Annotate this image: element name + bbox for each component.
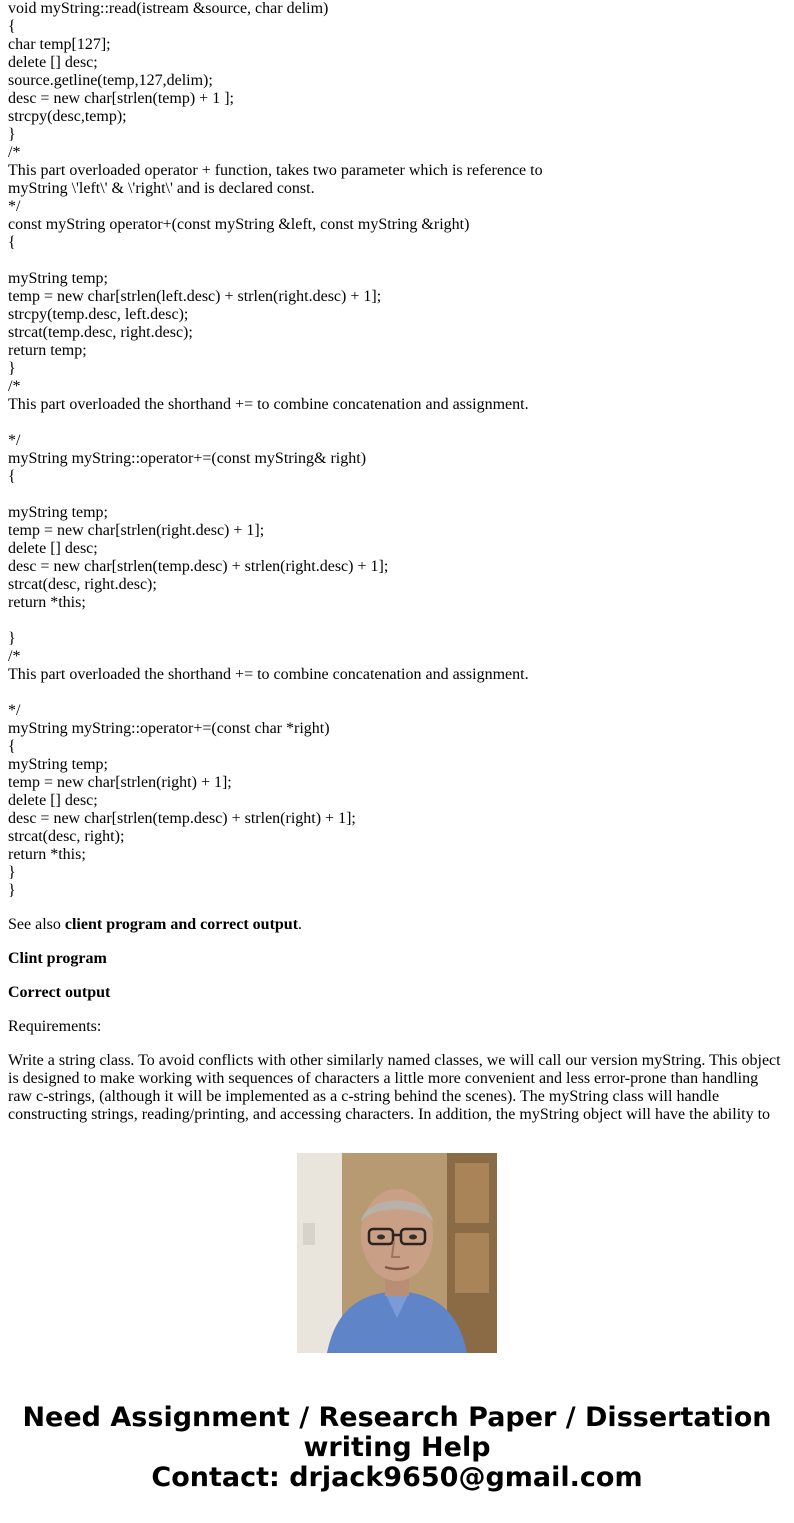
see-also-prefix: See also xyxy=(8,916,65,933)
code-line: { xyxy=(8,738,16,755)
code-line: { xyxy=(8,468,16,485)
code-line: temp = new char[strlen(right) + 1]; xyxy=(8,774,232,791)
code-line: } xyxy=(8,630,16,647)
code-line: /* xyxy=(8,144,21,161)
avatar xyxy=(297,1153,497,1353)
correct-output-heading xyxy=(8,984,784,1002)
code-line: myString temp; xyxy=(8,504,108,521)
code-line: const myString operator+(const myString &left, const myString &right) xyxy=(8,216,470,233)
code-line: delete [] desc; xyxy=(8,540,98,557)
code-line: temp = new char[strlen(right.desc) + 1]; xyxy=(8,522,265,539)
code-line: strcat(desc, right.desc); xyxy=(8,576,157,593)
see-also-link: client program and correct output xyxy=(64,916,299,933)
correct-output-text: Correct output xyxy=(8,984,111,1001)
code-line: myString temp; xyxy=(8,270,108,287)
code-line: delete [] desc; xyxy=(8,54,98,71)
help-message xyxy=(0,1403,794,1493)
code-line: { xyxy=(8,234,16,251)
code-line: desc = new char[strlen(temp.desc) + strlen(right) + 1]; xyxy=(8,810,356,827)
code-line: */ xyxy=(8,702,21,719)
clint-program-heading xyxy=(8,950,784,968)
document-content xyxy=(8,0,784,1123)
code-line xyxy=(8,486,784,504)
code-line: } xyxy=(8,126,16,143)
code-line: strcpy(temp.desc, left.desc); xyxy=(8,306,189,323)
code-line: myString temp; xyxy=(8,756,108,773)
code-line: strcat(temp.desc, right.desc); xyxy=(8,324,193,341)
portrait-image xyxy=(297,1153,497,1353)
code-line: myString \'left\' & \'right\' and is declared const. xyxy=(8,180,315,197)
code-line: */ xyxy=(8,198,21,215)
code-line: void myString::read(istream &source, char delim) xyxy=(8,0,329,17)
help-line-2: writing Help xyxy=(303,1432,491,1463)
code-line: char temp[127]; xyxy=(8,36,111,53)
code-line: myString myString::operator+=(const char *right) xyxy=(8,720,330,737)
see-also-suffix: . xyxy=(298,916,303,933)
code-line: temp = new char[strlen(left.desc) + strlen(right.desc) + 1]; xyxy=(8,288,382,305)
code-line: return temp; xyxy=(8,342,87,359)
requirements-label: Requirements: xyxy=(8,1018,102,1035)
code-line: strcpy(desc,temp); xyxy=(8,108,127,125)
code-line: desc = new char[strlen(temp) + 1 ]; xyxy=(8,90,234,107)
see-also-paragraph xyxy=(8,916,784,934)
code-line: /* xyxy=(8,648,21,665)
code-line: This part overloaded the shorthand += to combine concatenation and assignment. xyxy=(8,666,529,683)
code-line: } xyxy=(8,360,16,377)
code-line: myString myString::operator+=(const myString& right) xyxy=(8,450,367,467)
code-block xyxy=(8,0,784,900)
code-line: return *this; xyxy=(8,846,86,863)
code-line: delete [] desc; xyxy=(8,792,98,809)
code-line: This part overloaded the shorthand += to combine concatenation and assignment. xyxy=(8,396,529,413)
code-line: } xyxy=(8,882,16,899)
code-line xyxy=(8,252,784,270)
code-line xyxy=(8,684,784,702)
code-line: } xyxy=(8,864,16,881)
help-contact-line: Contact: drjack9650@gmail.com xyxy=(151,1462,643,1493)
code-line: { xyxy=(8,18,16,35)
code-line: desc = new char[strlen(temp.desc) + strlen(right.desc) + 1]; xyxy=(8,558,389,575)
clint-program-text: Clint program xyxy=(8,950,107,967)
code-line xyxy=(8,612,784,630)
help-line-1: Need Assignment / Research Paper / Dissertation xyxy=(22,1402,772,1433)
code-line xyxy=(8,414,784,432)
code-line: source.getline(temp,127,delim); xyxy=(8,72,213,89)
help-banner xyxy=(0,1123,794,1523)
code-line: This part overloaded operator + function, takes two parameter which is reference to xyxy=(8,162,543,179)
code-line: /* xyxy=(8,378,21,395)
requirements-text: Write a string class. To avoid conflicts with other similarly named classes, we will call our version myString. This object is designed to make working with sequences of characters a little more convenient and less error-prone than handling raw c-strings, (although it will be implemented as a c-string behind the scenes). The myString class will handle constructing strings, reading/printing, and accessing characters. In addition, the myString object will have the ability to xyxy=(8,1052,781,1123)
code-line: return *this; xyxy=(8,594,86,611)
code-line: strcat(desc, right); xyxy=(8,828,125,845)
code-line: */ xyxy=(8,432,21,449)
